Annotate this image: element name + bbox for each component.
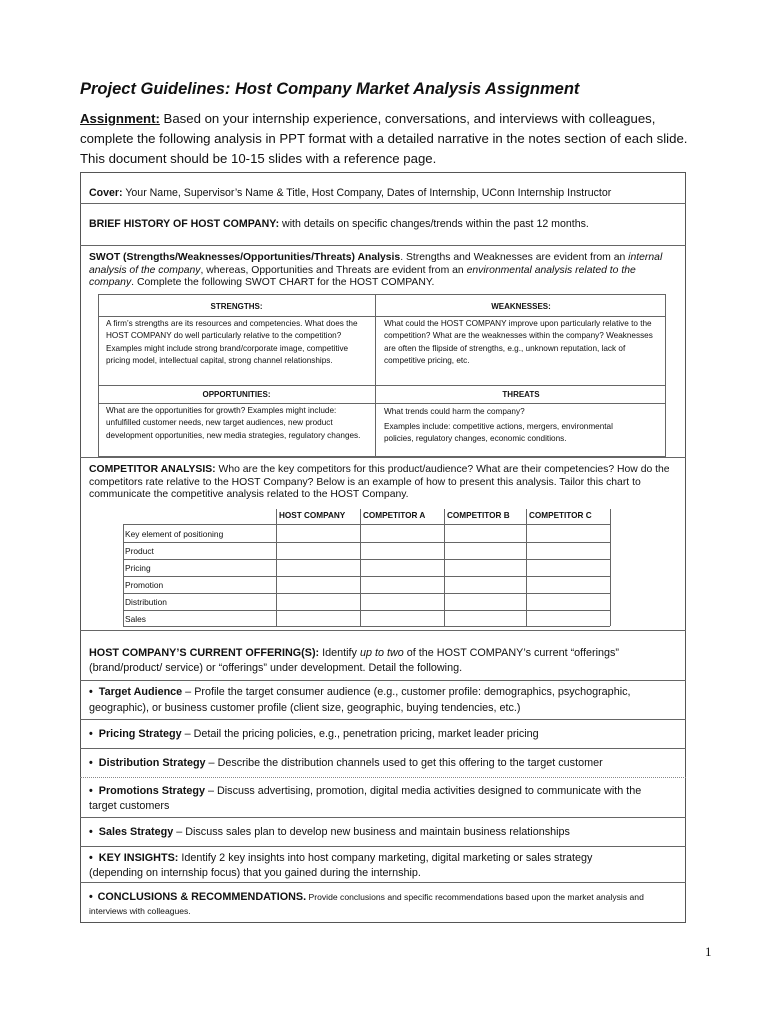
row-divider xyxy=(80,748,686,749)
swot-text-1: . Strengths and Weaknesses are evident from an xyxy=(400,252,629,263)
bullet-dot: • xyxy=(89,686,93,698)
swot-divider xyxy=(98,403,666,404)
swot-italic-1: internal analysis of the company xyxy=(89,252,663,276)
bullet-text: Identify 2 key insights into host company marketing, digital marketing or sales strategy (depending on internship focus) that you gained during the internship. xyxy=(89,852,593,879)
table-row-label: Product xyxy=(125,546,154,556)
opportunities-header: OPPORTUNITIES: xyxy=(202,390,271,399)
table-row-line xyxy=(123,626,610,627)
header-host-company: HOST COMPANY xyxy=(279,511,346,520)
table-row-label: Promotion xyxy=(125,580,164,590)
bullet-label: KEY INSIGHTS: xyxy=(98,852,179,864)
bullet-key-insights xyxy=(89,851,649,881)
table-row-line xyxy=(123,524,610,525)
header-competitor-a: COMPETITOR A xyxy=(363,511,426,520)
bullet-distribution-strategy xyxy=(89,757,679,770)
threats-header: THREATS xyxy=(502,390,540,399)
row-divider xyxy=(80,719,686,720)
offering-text-1: Identify xyxy=(319,647,360,659)
bullet-label: Sales Strategy xyxy=(98,826,174,838)
bullet-text: Provide conclusions and specific recommendations based upon the market analysis and interviews with colleagues. xyxy=(89,892,644,916)
bullet-dot: • xyxy=(89,785,93,797)
assignment-text: Based on your internship experience, conversations, and interviews with colleagues, complete the following analysis in PPT format with a detailed narrative in the notes section of each slide. This document should be 10-15 slides with a reference page. xyxy=(80,111,688,166)
table-row-label: Pricing xyxy=(125,563,151,573)
bullet-target-audience xyxy=(89,684,679,716)
row-divider xyxy=(80,777,686,778)
header-competitor-c: COMPETITOR C xyxy=(529,511,592,520)
bullet-dot: • xyxy=(89,728,93,740)
offering-label: HOST COMPANY’S CURRENT OFFERING(S): xyxy=(89,647,320,659)
bullet-label: Distribution Strategy xyxy=(98,757,206,769)
swot-divider xyxy=(375,294,376,457)
swot-text-3: . Complete the following SWOT CHART for the HOST COMPANY. xyxy=(131,277,435,288)
cover-label: Cover: xyxy=(89,187,123,199)
cover-text: Your Name, Supervisor’s Name & Title, Host Company, Dates of Internship, UConn Internship Instructor xyxy=(122,187,612,199)
offering-intro xyxy=(89,646,649,676)
bullet-label: Target Audience xyxy=(98,686,183,698)
swot-text-2: , whereas, Opportunities and Threats are evident from an xyxy=(200,264,467,276)
weaknesses-header: WEAKNESSES: xyxy=(491,302,551,311)
bullet-text: – Discuss sales plan to develop new business and maintain business relationships xyxy=(173,826,570,838)
col-line xyxy=(360,509,361,626)
table-row-line xyxy=(123,559,610,560)
bullet-dot: • xyxy=(89,891,93,903)
assignment-label: Assignment: xyxy=(80,111,160,126)
bullet-text: – Discuss advertising, promotion, digital media activities designed to communicate with the target customers xyxy=(89,785,642,812)
threats-text-2: Examples include: competitive actions, mergers, environmental policies, regulatory changes, economic conditions. xyxy=(384,422,613,443)
table-row-line xyxy=(123,593,610,594)
history-row xyxy=(89,218,679,231)
bullet-label: Pricing Strategy xyxy=(98,728,182,740)
bullet-pricing-strategy xyxy=(89,728,679,741)
strengths-text: A firm’s strengths are its resources and competencies. What does the HOST COMPANY do well particularly relative to the competition? Examples might include strong brand/corporate image, competitive pricing model, intellectual capital, strong channel relationships. xyxy=(106,319,358,366)
table-row-label: Sales xyxy=(125,614,146,624)
bullet-sales-strategy xyxy=(89,826,679,839)
row-divider xyxy=(80,817,686,818)
swot-divider xyxy=(98,385,666,386)
offering-text-2: of the HOST COMPANY’s current “offerings” (brand/product/ service) or “offerings” under development. Detail the following. xyxy=(89,647,619,674)
swot-divider xyxy=(98,316,666,317)
history-text: with details on specific changes/trends within the past 12 months. xyxy=(279,218,589,230)
table-row-label: Key element of positioning xyxy=(125,529,224,539)
bullet-dot: • xyxy=(89,826,93,838)
cover-row xyxy=(89,187,679,200)
bullet-text: – Describe the distribution channels used to get this offering to the target customer xyxy=(205,757,603,769)
header-competitor-b: COMPETITOR B xyxy=(447,511,510,520)
bullet-text: – Detail the pricing policies, e.g., penetration pricing, market leader pricing xyxy=(181,728,539,740)
row-divider xyxy=(80,245,686,246)
col-line xyxy=(444,509,445,626)
bullet-dot: • xyxy=(89,852,93,864)
col-line xyxy=(526,509,527,626)
row-divider xyxy=(80,882,686,883)
bullet-promotions-strategy xyxy=(89,784,669,814)
table-row-line xyxy=(123,576,610,577)
assignment-paragraph xyxy=(80,109,690,169)
row-divider xyxy=(80,203,686,204)
bullet-conclusions xyxy=(89,890,681,918)
competitor-label: COMPETITOR ANALYSIS: xyxy=(89,464,216,475)
col-line xyxy=(610,509,611,626)
col-line xyxy=(276,509,277,626)
swot-label: SWOT (Strengths/Weaknesses/Opportunities/Threats) Analysis xyxy=(89,252,401,263)
threats-text-1: What trends could harm the company? xyxy=(384,407,525,416)
strengths-header: STRENGTHS: xyxy=(210,302,263,311)
bullet-dot: • xyxy=(89,757,93,769)
competitor-text: Who are the key competitors for this product/audience? What are their competencies? How do the competitors rate relative to the HOST Company? Below is an example of how to present this analysis. Tailor this chart to communicate the competitive analysis related to the HOST Company. xyxy=(89,464,670,500)
bullet-label: Promotions Strategy xyxy=(98,785,205,797)
table-row-line xyxy=(123,542,610,543)
competitor-intro xyxy=(89,464,673,502)
offering-italic: up to two xyxy=(359,647,404,659)
row-divider xyxy=(80,630,686,631)
bullet-label: CONCLUSIONS & RECOMMENDATIONS. xyxy=(97,891,307,903)
table-row-line xyxy=(123,610,610,611)
history-label: BRIEF HISTORY OF HOST COMPANY: xyxy=(89,218,280,230)
page-title: Project Guidelines: Host Company Market Analysis Assignment xyxy=(80,80,580,98)
weaknesses-text: What could the HOST COMPANY improve upon particularly relative to the competition? What are the weaknesses within the company? Weaknesses are often the flipside of strengths, e.g., unknown reputation, lack of competitive pricing, etc. xyxy=(384,319,653,366)
table-row-label: Distribution xyxy=(125,597,167,607)
page-number: 1 xyxy=(705,944,712,959)
bullet-text: – Profile the target consumer audience (e.g., customer profile: demographics, psychographic, geographic), or business customer profile (client size, geographic, buying tendencies, etc.) xyxy=(89,686,631,714)
swot-italic-2: environmental analysis related to the company xyxy=(89,264,636,288)
opportunities-text: What are the opportunities for growth? Examples might include: unfulfilled customer needs, new target audiences, new product development opportunities, new media strategies, regulatory changes. xyxy=(106,406,361,440)
swot-intro xyxy=(89,252,673,290)
row-divider xyxy=(80,846,686,847)
row-divider xyxy=(80,680,686,681)
row-divider xyxy=(80,457,686,458)
